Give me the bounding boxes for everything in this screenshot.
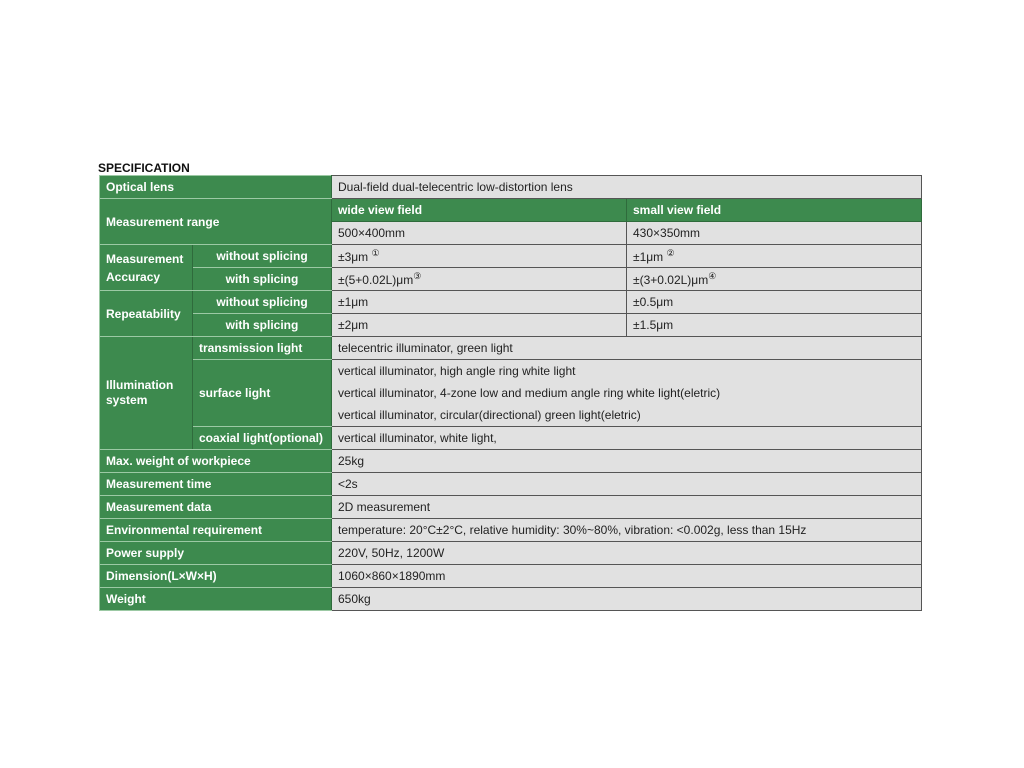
sub-label: transmission light (193, 337, 332, 360)
row-label: Optical lens (100, 176, 332, 199)
cell: 430×350mm (627, 222, 922, 245)
row-value: Dual-field dual-telecentric low-distortion lens (332, 176, 922, 199)
cell (332, 360, 922, 427)
label-line: Illumination (106, 378, 174, 392)
label-line: Measurement (106, 251, 184, 266)
label-line: system (106, 393, 148, 407)
table-row (100, 245, 922, 268)
table-row (100, 360, 922, 427)
row-label: Weight (100, 588, 332, 611)
cell (332, 268, 627, 291)
table-row (100, 268, 922, 291)
value: ±(3+0.02L)μm (633, 273, 709, 287)
table-row (100, 542, 922, 565)
value: ±3μm (338, 250, 369, 264)
table-row (100, 496, 922, 519)
row-label (100, 245, 193, 291)
row-value: 25kg (332, 450, 922, 473)
spec-table (99, 175, 922, 611)
section-title: SPECIFICATION (98, 161, 190, 175)
sub-label: surface light (193, 360, 332, 427)
row-value: 650kg (332, 588, 922, 611)
row-label: Repeatability (100, 291, 193, 337)
cell: ±2μm (332, 314, 627, 337)
row-label: Dimension(L×W×H) (100, 565, 332, 588)
table-row (100, 291, 922, 314)
cell: ±1.5μm (627, 314, 922, 337)
cell: ±0.5μm (627, 291, 922, 314)
cell: telecentric illuminator, green light (332, 337, 922, 360)
sub-label: with splicing (193, 268, 332, 291)
footnote-marker: ② (666, 248, 675, 258)
footnote-marker: ③ (413, 271, 422, 281)
row-value: 2D measurement (332, 496, 922, 519)
row-label: Measurement data (100, 496, 332, 519)
sub-label: without splicing (193, 291, 332, 314)
row-value: 220V, 50Hz, 1200W (332, 542, 922, 565)
table-row (100, 427, 922, 450)
row-label: Measurement range (100, 199, 332, 245)
row-label (100, 337, 193, 450)
row-label: Power supply (100, 542, 332, 565)
value: ±1μm (633, 250, 664, 264)
label-line: Accuracy (106, 269, 161, 284)
row-label: Measurement time (100, 473, 332, 496)
cell: vertical illuminator, white light, (332, 427, 922, 450)
surface-line: vertical illuminator, circular(directional) green light(eletric) (338, 408, 641, 422)
table-row (100, 199, 922, 222)
cell (627, 268, 922, 291)
table-row (100, 588, 922, 611)
row-value: temperature: 20°C±2°C, relative humidity: 30%~80%, vibration: <0.002g, less than 15Hz (332, 519, 922, 542)
sub-label: without splicing (193, 245, 332, 268)
sub-label: with splicing (193, 314, 332, 337)
row-label: Max. weight of workpiece (100, 450, 332, 473)
cell: ±1μm (332, 291, 627, 314)
row-label: Environmental requirement (100, 519, 332, 542)
table-row (100, 337, 922, 360)
table-row (100, 473, 922, 496)
surface-line: vertical illuminator, 4-zone low and medium angle ring white light(eletric) (338, 386, 721, 400)
value: ±(5+0.02L)μm (338, 273, 414, 287)
cell (627, 245, 922, 268)
table-row (100, 176, 922, 199)
row-value: 1060×860×1890mm (332, 565, 922, 588)
column-header: wide view field (332, 199, 627, 222)
surface-line: vertical illuminator, high angle ring white light (338, 364, 576, 378)
table-row (100, 314, 922, 337)
sub-label: coaxial light(optional) (193, 427, 332, 450)
row-value: <2s (332, 473, 922, 496)
footnote-marker: ① (371, 248, 380, 258)
footnote-marker: ④ (708, 271, 717, 281)
column-header: small view field (627, 199, 922, 222)
table-row (100, 519, 922, 542)
table-row (100, 450, 922, 473)
table-row (100, 565, 922, 588)
cell (332, 245, 627, 268)
cell: 500×400mm (332, 222, 627, 245)
